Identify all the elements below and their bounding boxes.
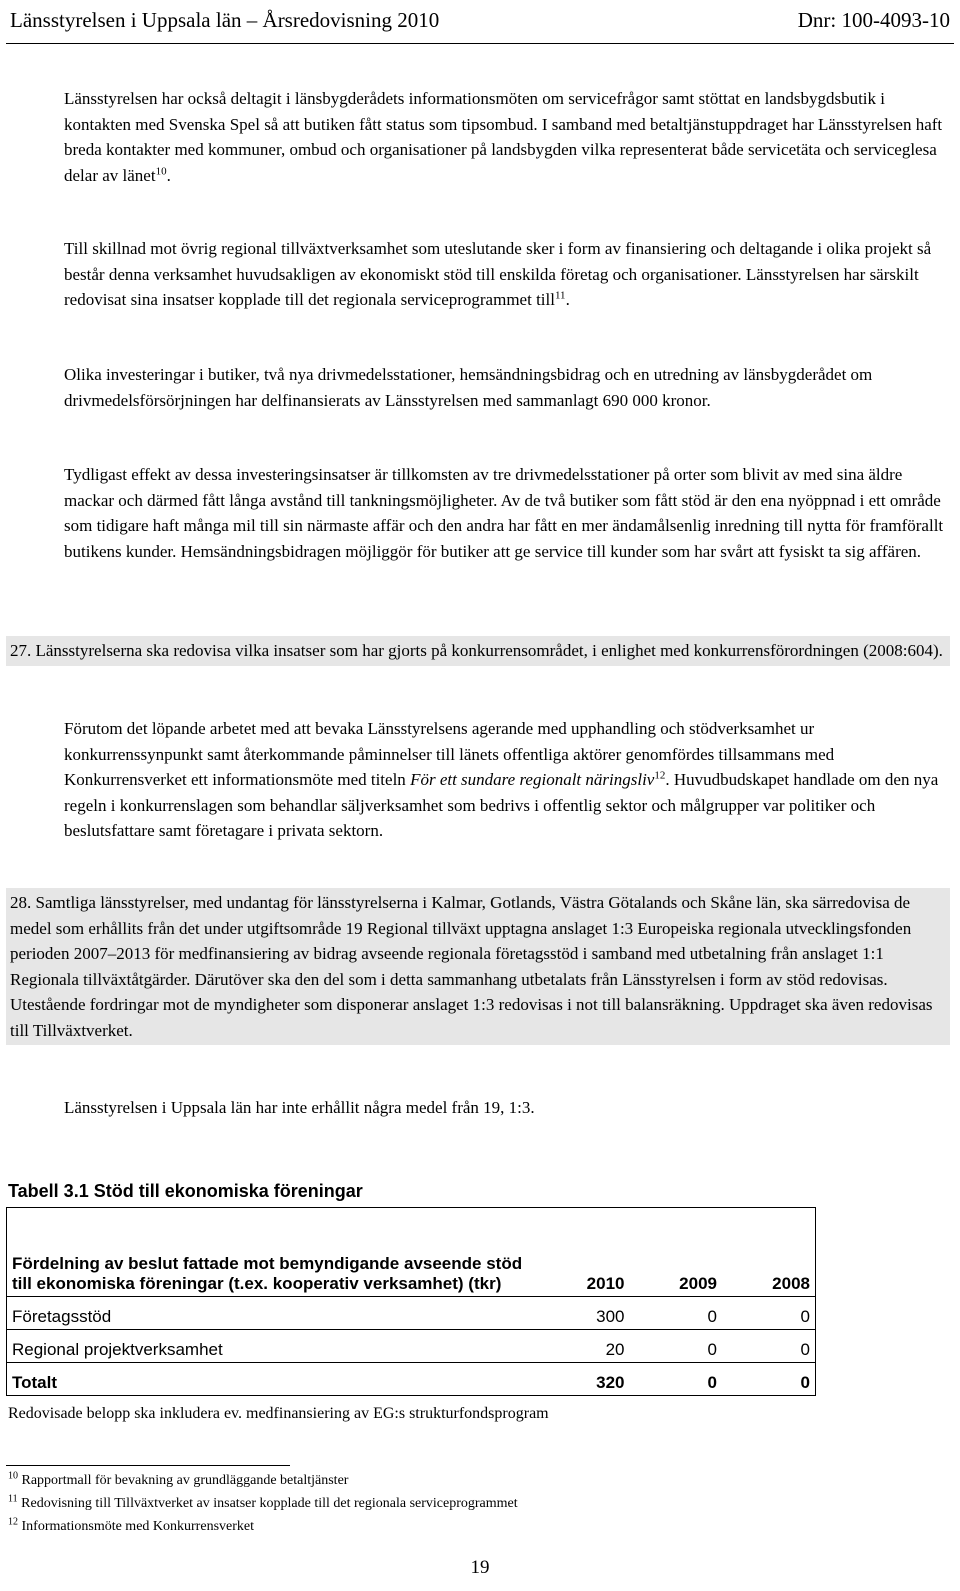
table-row: Regional projektverksamhet 20 0 0 [7, 1330, 816, 1363]
year-2008: 2008 [722, 1208, 816, 1297]
header-document-number: Dnr: 100-4093-10 [797, 8, 950, 32]
header-divider [6, 43, 954, 44]
table-header-label: Fördelning av beslut fattade mot bemyndigande avseende stöd till ekonomiska föreningar (t.ex. kooperativ verksamhet) (tkr) [7, 1208, 538, 1297]
table-total-row: Totalt 320 0 0 [7, 1363, 816, 1396]
footnote-12: $^{12}$ Informationsmöte med Konkurrensverket [8, 1516, 254, 1534]
footnote-ref-10: 10 [155, 164, 167, 177]
table-row: Företagsstöd 300 0 0 [7, 1297, 816, 1330]
footnote-ref-12: 12 [654, 769, 666, 782]
table-title: Tabell 3.1 Stöd till ekonomiska föreningar [8, 1181, 363, 1201]
paragraph-competition: Förutom det löpande arbetet med att bevaka Länsstyrelsens agerande med upphandling och stödverksamhet ur konkurrenssynpunkt samt återkommande påminnelser till länets offentliga aktörer genomfördes tillsammans med Konkurrensverket ett informationsmöte med titeln För ett sundare regionalt näringsliv$^{12}$. Huvudbudskapet handlade om den nya regeln i konkurrenslagen som behandlar säljverksamhet som bedrivs i offentlig sektor och målgrupper var politiker och beslutsfattare samt företagare i privata sektorn. [64, 719, 939, 840]
header-title: Länsstyrelsen i Uppsala län – Årsredovisning 2010 [10, 8, 440, 32]
table-note: Redovisade belopp ska inkludera ev. medfinansiering av EG:s strukturfondsprogram [8, 1405, 549, 1422]
page-header [10, 2, 950, 38]
paragraph-growth-activities: Till skillnad mot övrig regional tillväxtverksamhet som uteslutande sker i form av finansiering och deltagande i olika projekt så består denna verksamhet huvudsakligen av ekonomiskt stöd till enskilda företag och organisationer. Länsstyrelsen har särskilt redovisat sina insatser kopplade till det regionala serviceprogrammet till$^{11}$. [64, 239, 932, 309]
meeting-title: För ett sundare regionalt näringsliv [410, 770, 655, 789]
footnote-11: $^{11}$ Redovisning till Tillväxtverket av insatser kopplade till det regionala serviceprogrammet [8, 1493, 518, 1511]
assignment-box-27: 27. Länsstyrelserna ska redovisa vilka insatser som har gjorts på konkurrensområdet, i enlighet med konkurrensförordningen (2008:604). [6, 636, 950, 666]
table-header-row [7, 1208, 816, 1297]
year-2010: 2010 [537, 1208, 630, 1297]
assignment-box-28: 28. Samtliga länsstyrelser, med undantag för länsstyrelserna i Kalmar, Gotlands, Västra Götalands och Skåne län, ska särredovisa de medel som erhållits från det under utgiftsområde 19 Regional tillväxt upptagna anslaget 1:3 Europeiska regionala utvecklingsfonden perioden 2007–2013 för medfinansiering av bidrag avseende regionala företagsstöd i samband med utbetalning från anslaget 1:1 Regionala tillväxtåtgärder. Därutöver ska den del som i detta sammanhang utbetalats från Länsstyrelsen i form av stöd redovisas. Utestående fordringar mot de myndigheter som disponerar anslaget 1:3 redovisas i not till balansräkning. Uppdraget ska även redovisas till Tillväxtverket. [6, 888, 950, 1045]
page-number: 19 [470, 1557, 490, 1578]
paragraph-no-funds: Länsstyrelsen i Uppsala län har inte erhållit några medel från 19, 1:3. [64, 1098, 535, 1117]
footnote-divider [6, 1465, 290, 1466]
support-table [6, 1207, 816, 1396]
year-2009: 2009 [630, 1208, 723, 1297]
paragraph-investments: Olika investeringar i butiker, två nya drivmedelsstationer, hemsändningsbidrag och en utredning av länsbygderådet om drivmedelsförsörjningen har delfinansierats av Länsstyrelsen med sammanlagt 690 000 kronor. [64, 365, 873, 410]
paragraph-effects: Tydligast effekt av dessa investeringsinsatser är tillkomsten av tre drivmedelsstationer på orter som blivit av med sina äldre mackar och därmed fått långa avstånd till tankningsmöjligheter. Av de två butiker som fått stöd är den ena nyöppnad i ett område som tidigare haft många mil till sin närmaste affär och den andra har fått en mer ändamålsenlig inredning till nytta för framförallt butikens kunder. Hemsändningsbidragen möjliggör för butiker att ge service till kunder som har svårt att fysiskt ta sig affären. [64, 465, 944, 561]
paragraph-service-contacts: Länsstyrelsen har också deltagit i länsbygderådets informationsmöten om servicefrågor samt stöttat en landsbygdsbutik i kontakten med Svenska Spel så att butiken fått status som tipsombud. I samband med betaltjänstuppdraget har Länsstyrelsen haft breda kontakter med kommuner, ombud och organisationer på landsbygden vilka representerat både servicetäta och serviceglesa delar av länet$^{10}$. [64, 89, 943, 185]
footnote-10: $^{10}$ Rapportmall för bevakning av grundläggande betaltjänster [8, 1470, 349, 1488]
footnote-ref-11: 11 [554, 289, 566, 302]
